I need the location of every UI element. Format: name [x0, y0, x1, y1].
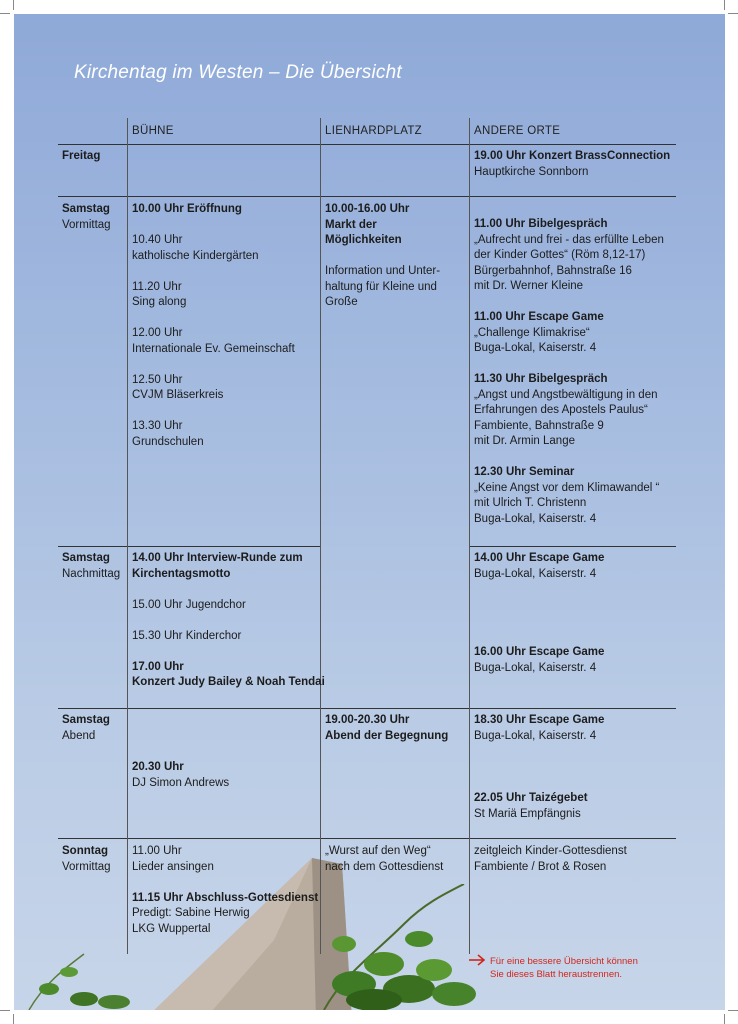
samstag-nachmittag-andere-orte: 14.00 Uhr Escape Game Buga-Lokal, Kaiserstr. 4 [474, 552, 605, 580]
event-title: 18.30 Uhr Escape Game [474, 714, 605, 726]
event-title: 19.00 Uhr Konzert BrassConnection [474, 150, 671, 162]
column-divider [320, 118, 321, 954]
crop-mark [13, 0, 14, 10]
crop-mark [0, 13, 10, 14]
samstag-vormittag-buehne: 10.00 Uhr Eröffnung 10.40 Uhr katholische Kindergärten 11.20 Uhr Sing along 12.00 Uhr Internationale Ev. Gemeinschaft 12.50 Uhr CVJM Bläserkreis 13.30 Uhr Grundschulen [132, 203, 295, 448]
row-divider [58, 196, 676, 197]
event-title: 11.30 Uhr Bibelgespräch [474, 373, 608, 385]
event-title: 12.30 Uhr Seminar [474, 466, 575, 478]
crop-mark [0, 1010, 10, 1011]
column-header-andere-orte: ANDERE ORTE [474, 125, 561, 137]
sonntag-vormittag-andere-orte: zeitgleich Kinder-Gottesdienst Fambiente / Brot & Rosen [474, 845, 627, 873]
crop-mark [724, 0, 725, 10]
samstag-nachmittag-buehne: 14.00 Uhr Interview-Runde zum Kirchentagsmotto 15.00 Uhr Jugendchor 15.30 Uhr Kinderchor 17.00 Uhr Konzert Judy Bailey & Noah Tendai [132, 552, 325, 688]
tear-out-note: Für eine bessere Übersicht können Sie dieses Blatt heraustrennen. [490, 956, 638, 980]
samstag-nachmittag-andere-orte-2: 16.00 Uhr Escape Game Buga-Lokal, Kaiserstr. 4 [474, 646, 605, 674]
row-label-samstag-vormittag: Samstag Vormittag [62, 203, 111, 231]
vine-plant-image [24, 944, 144, 1010]
samstag-vormittag-andere-orte: 11.00 Uhr Bibelgespräch „Aufrecht und frei - das erfüllte Leben der Kinder Gottes“ (Röm 8,12-17) Bürgerbahnhof, Bahnstraße 16 mit Dr. Werner Kleine 11.00 Uhr Escape Game „Challenge Klimakrise“ Buga-Lokal, Kaiserstr. 4 11.30 Uhr Bibelgespräch „Angst und Angstbewältigung in den Erfahrungen des Apostels Paulus“ Fambiente, Bahnstraße 9 mit Dr. Armin Lange 12.30 Uhr Seminar „Keine Angst vor dem Klimawandel “ mit Ulrich T. Christenn Buga-Lokal, Kaiserstr. 4 [474, 218, 664, 525]
row-divider [469, 546, 676, 547]
event-title: 22.05 Uhr Taizégebet [474, 792, 588, 804]
crop-mark [728, 13, 738, 14]
samstag-vormittag-lienhardplatz: 10.00-16.00 Uhr Markt der Möglichkeiten Information und Unter- haltung für Kleine und Große [325, 203, 441, 308]
event-detail: Hauptkirche Sonnborn [474, 165, 589, 178]
freitag-andere-orte [474, 149, 670, 180]
samstag-abend-lienhardplatz: 19.00-20.30 Uhr Abend der Begegnung [325, 714, 449, 742]
row-divider [58, 546, 321, 547]
samstag-abend-andere-orte-2: 22.05 Uhr Taizégebet St Mariä Empfängnis [474, 792, 588, 820]
event-title: 16.00 Uhr Escape Game [474, 646, 605, 658]
crop-mark [728, 1010, 738, 1011]
column-divider [127, 118, 128, 954]
page-title: Kirchentag im Westen – Die Übersicht [74, 62, 402, 83]
row-label-freitag: Freitag [62, 150, 101, 162]
row-label-sonntag-vormittag: Sonntag Vormittag [62, 845, 111, 873]
column-divider [469, 118, 470, 954]
event-title: 11.00 Uhr Bibelgespräch [474, 218, 608, 230]
event-title: 14.00 Uhr Escape Game [474, 552, 605, 564]
crop-mark [724, 1014, 725, 1024]
row-label-samstag-nachmittag: Samstag Nachmittag [62, 552, 121, 580]
arrow-right-icon [468, 954, 486, 966]
ivy-plant-image [314, 884, 494, 1010]
samstag-abend-buehne: 20.30 Uhr DJ Simon Andrews [132, 761, 230, 789]
header-divider [58, 144, 676, 145]
sonntag-vormittag-buehne: 11.00 Uhr Lieder ansingen 11.15 Uhr Abschluss-Gottesdienst Predigt: Sabine Herwig LKG Wuppertal [132, 845, 319, 935]
sonntag-vormittag-lienhardplatz: „Wurst auf den Weg“ nach dem Gottesdienst [325, 845, 444, 873]
crop-mark [13, 1014, 14, 1024]
flyer-page [14, 14, 725, 1010]
event-title: 10.00 Uhr Eröffnung [132, 203, 242, 215]
row-label-samstag-abend: Samstag Abend [62, 714, 110, 742]
column-header-lienhardplatz: LIENHARDPLATZ [325, 125, 422, 137]
row-divider [58, 708, 676, 709]
samstag-abend-andere-orte: 18.30 Uhr Escape Game Buga-Lokal, Kaiserstr. 4 [474, 714, 605, 742]
column-header-buehne: BÜHNE [132, 125, 174, 137]
row-divider [58, 838, 676, 839]
event-title: 11.00 Uhr Escape Game [474, 311, 604, 323]
